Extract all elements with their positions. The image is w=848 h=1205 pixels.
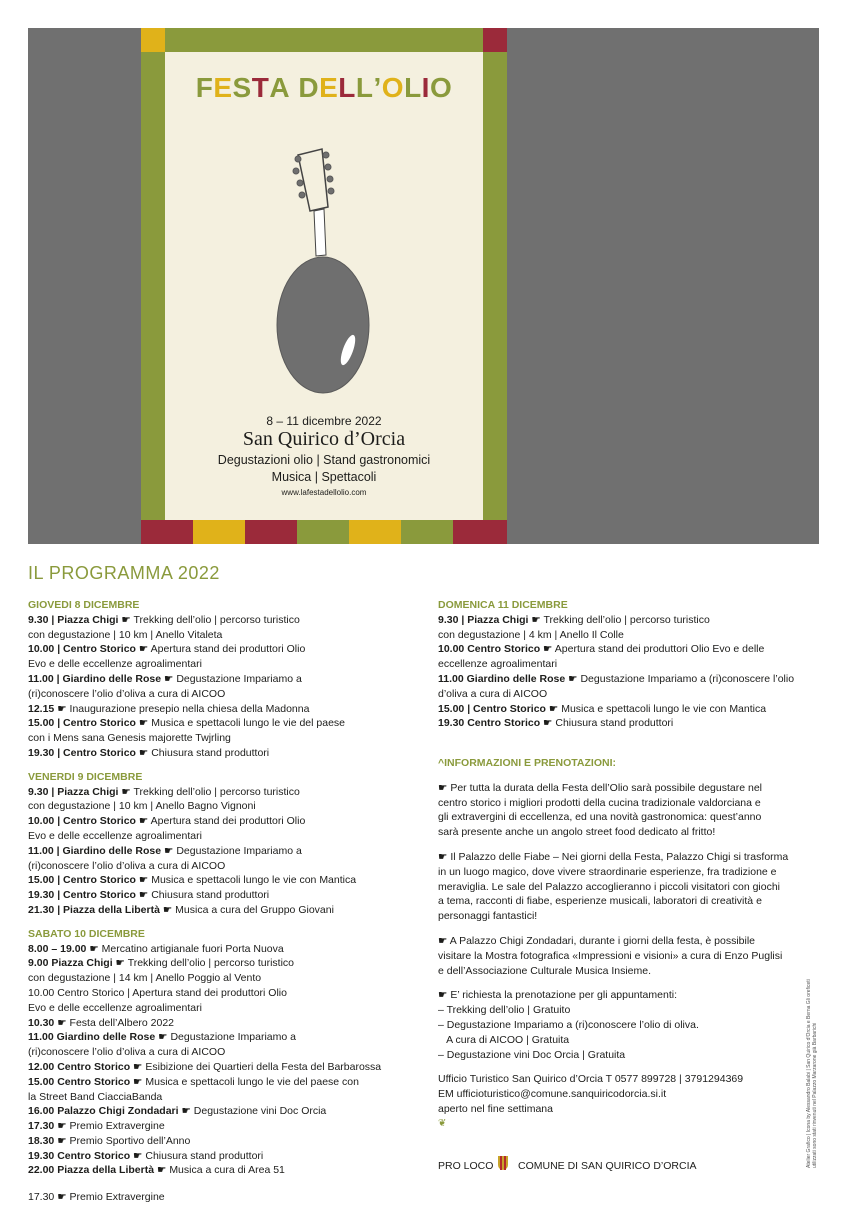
info-line: ☛ E’ richiesta la prenotazione per gli appuntamenti: [438,989,677,1002]
schedule-line: 10.00 Centro Storico | Apertura stand dei produttori Olio [28,986,287,999]
schedule-line: (ri)conoscere l’olio d’oliva a cura di AICOO [28,859,226,872]
schedule-line: 11.00 | Giardino delle Rose ☛ Degustazione Impariamo a [28,844,302,857]
comune-label: COMUNE DI SAN QUIRICO D’ORCIA [518,1160,697,1172]
info-line: in un luogo magico, dove vivere straordinarie esperienze, fra tradizione e [438,865,777,878]
title-letter: F [195,72,214,103]
info-paragraph [438,850,818,924]
schedule-line: 11.00 Giardino delle Rose ☛ Degustazione Impariamo a (ri)conoscere l’olio [438,672,795,685]
day-heading: SABATO 10 DICEMBRE [28,927,145,940]
schedule-line: 11.00 Giardino delle Rose ☛ Degustazione Impariamo a [28,1031,296,1044]
info-line: Ufficio Turistico San Quirico d’Orcia T 0577 899728 | 3791294369 [438,1073,744,1086]
proloco-label: PRO LOCO [438,1160,494,1172]
festival-tagline-2: Musica | Spettacoli [271,470,377,484]
day-heading: DOMENICA 11 DICEMBRE [438,599,568,611]
schedule-line: 8.00 – 19.00 ☛ Mercatino artigianale fuori Porta Nuova [28,942,284,955]
schedule-line: 9.30 | Piazza Chigi ☛ Trekking dell’olio | percorso turistico [438,613,710,626]
info-line: – Degustazione Impariamo a (ri)conoscere l’olio di oliva. [438,1018,699,1031]
info-line: e dell’Associazione Culturale Musica Insieme. [438,964,652,977]
program-left-column [28,598,418,1187]
info-heading: ^INFORMAZIONI E PRENOTAZIONI: [438,757,617,769]
schedule-line: con i Mens sana Genesis majorette Twjrling [28,732,231,745]
title-letter: D [298,72,320,103]
cutoff-line: 17.30 ☛ Premio Extravergine [28,1191,165,1203]
festival-town: San Quirico d’Orcia [242,428,406,450]
schedule-line: 19.30 | Centro Storico ☛ Chiusura stand produttori [28,746,270,759]
poster-frame-bottom [141,520,507,544]
info-line: A cura di AICOO | Gratuita [438,1033,570,1046]
info-line: gli extravergini di eccellenza, ed una novità gastronomica: quest’anno [438,811,762,824]
info-section [438,756,818,1132]
program-heading: IL PROGRAMMA 2022 [28,563,220,583]
title-letter: O [429,72,453,103]
schedule-line: con degustazione | 10 km | Anello Bagno Vignoni [28,800,256,813]
schedule-line: 21.30 | Piazza della Libertà ☛ Musica a cura del Gruppo Giovani [28,903,334,916]
schedule-line: 17.30 ☛ Premio Extravergine [28,1120,165,1133]
schedule-line: 11.00 | Giardino delle Rose ☛ Degustazione Impariamo a [28,672,302,685]
leaf-icon: ❦ [438,1117,447,1129]
schedule-line: 18.30 ☛ Premio Sportivo dell’Anno [28,1134,191,1147]
info-line: – Trekking dell’olio | Gratuito [438,1004,571,1017]
info-line: personaggi fantastici! [438,910,538,923]
poster-frame-top [165,28,483,52]
title-letter: E [213,72,233,103]
day-heading: VENERDI 9 DICEMBRE [28,770,143,783]
title-letter: I [421,72,430,103]
info-line: EM ufficioturistico@comune.sanquiricodorcia.si.it [438,1088,667,1101]
info-line: centro storico i migliori prodotti della cucina tradizionale valdorciana e [438,796,761,809]
title-letter: A [269,72,291,103]
festival-tagline-1: Degustazioni olio | Stand gastronomici [217,453,431,467]
schedule-line: 9.30 | Piazza Chigi ☛ Trekking dell’olio | percorso turistico [28,785,300,798]
info-line: visitare la Mostra fotografica «Impressioni e visioni» a cura di Enzo Puglisi [438,949,783,962]
schedule-line: 10.30 ☛ Festa dell’Albero 2022 [28,1016,175,1029]
info-line: ☛ Il Palazzo delle Fiabe – Nei giorni della Festa, Palazzo Chigi si trasforma [438,850,789,863]
info-line: ☛ Per tutta la durata della Festa dell’Olio sarà possibile degustare nel [438,781,763,794]
schedule-line: Evo e delle eccellenze agroalimentari [28,1001,202,1014]
schedule-line: (ri)conoscere l’olio d’oliva a cura di AICOO [28,687,226,700]
schedule-line: 10.00 | Centro Storico ☛ Apertura stand dei produttori Olio [28,815,306,828]
schedule-line: 9.30 | Piazza Chigi ☛ Trekking dell’olio | percorso turistico [28,613,300,626]
info-line: a tema, racconti di fiabe, esperienze musicali, laboratori di creatività e [438,895,762,908]
schedule-line: eccellenze agroalimentari [438,658,558,671]
schedule-line: 19.30 | Centro Storico ☛ Chiusura stand produttori [28,889,270,902]
schedule-line: 10.00 | Centro Storico ☛ Apertura stand dei produttori Olio [28,643,306,656]
schedule-line: con degustazione | 4 km | Anello Il Colle [438,628,624,641]
info-paragraph [438,1072,818,1116]
info-line: – Degustazione vini Doc Orcia | Gratuita [438,1048,626,1061]
schedule-line: 22.00 Piazza della Libertà ☛ Musica a cura di Area 51 [28,1164,285,1177]
poster-frame-right [483,28,507,544]
schedule-line: 9.00 Piazza Chigi ☛ Trekking dell’olio | percorso turistico [28,957,295,970]
festival-title [165,72,483,104]
schedule-line: 15.00 Centro Storico ☛ Musica e spettacoli lungo le vie del paese con [28,1075,359,1088]
schedule-line: 12.15 ☛ Inaugurazione presepio nella chiesa della Madonna [28,702,310,715]
info-paragraph [438,988,818,1062]
title-letter: L [355,72,374,103]
schedule-line: 10.00 Centro Storico ☛ Apertura stand dei produttori Olio Evo e delle [438,643,765,656]
corner-square [141,28,165,52]
side-credit: Atelier Grafico | Icona by Alessandro Balabi | San Quirico d’Orcia e Berna Gli oreficeti utilizzati sono stati rinvenuti nel Palazzo Marzarone già Barbarichi [806,979,818,1168]
schedule-line: Evo e delle eccellenze agroalimentari [28,829,202,842]
info-line: sarà presente anche un angolo street food dedicato al fritto! [438,826,716,839]
schedule-line: 15.00 | Centro Storico ☛ Musica e spettacoli lungo le vie del paese [28,717,346,730]
schedule-line: 15.00 | Centro Storico ☛ Musica e spettacoli lungo le vie con Mantica [28,874,357,887]
schedule-line: 15.00 | Centro Storico ☛ Musica e spettacoli lungo le vie con Mantica [438,702,767,715]
schedule-line: con degustazione | 14 km | Anello Poggio al Vento [28,972,262,985]
festival-website[interactable]: www.lafestadellolio.com [281,488,367,497]
schedule-line: (ri)conoscere l’olio d’oliva a cura di AICOO [28,1046,226,1059]
title-letter: S [232,72,252,103]
schedule-line: 12.00 Centro Storico ☛ Esibizione dei Quartieri della Festa del Barbarossa [28,1060,382,1073]
title-letter: ’ [373,72,382,103]
poster-frame-left [141,28,165,544]
title-letter: L [338,72,356,103]
festival-dates: 8 – 11 dicembre 2022 [266,414,382,428]
info-paragraph [438,781,818,840]
info-line: meraviglia. Le sale del Palazzo accoglieranno i piccoli visitatori con giochi [438,880,781,893]
title-letter [290,72,298,104]
day-heading: GIOVEDI 8 DICEMBRE [28,599,140,611]
comune-crest-icon [498,1156,508,1170]
schedule-line: 19.30 Centro Storico ☛ Chiusura stand produttori [28,1149,264,1162]
title-letter: L [404,72,422,103]
schedule-line: la Street Band CiacciaBanda [28,1090,163,1103]
schedule-line: d’oliva a cura di AICOO [438,687,548,700]
info-line: ☛ A Palazzo Chigi Zondadari, durante i giorni della festa, è possibile [438,934,756,947]
title-letter: T [251,72,270,103]
schedule-line: 16.00 Palazzo Chigi Zondadari ☛ Degustazione vini Doc Orcia [28,1105,327,1118]
schedule-line: Evo e delle eccellenze agroalimentari [28,658,202,671]
info-paragraph [438,934,818,978]
schedule-line: 19.30 Centro Storico ☛ Chiusura stand produttori [438,717,674,730]
mandolin-olive-illustration [270,145,380,400]
schedule-line: con degustazione | 10 km | Anello Vitaleta [28,628,223,641]
info-line: aperto nel fine settimana [438,1102,553,1115]
corner-square [483,28,507,52]
title-letter: O [381,72,405,103]
title-letter: E [319,72,339,103]
program-right-column [438,598,818,731]
